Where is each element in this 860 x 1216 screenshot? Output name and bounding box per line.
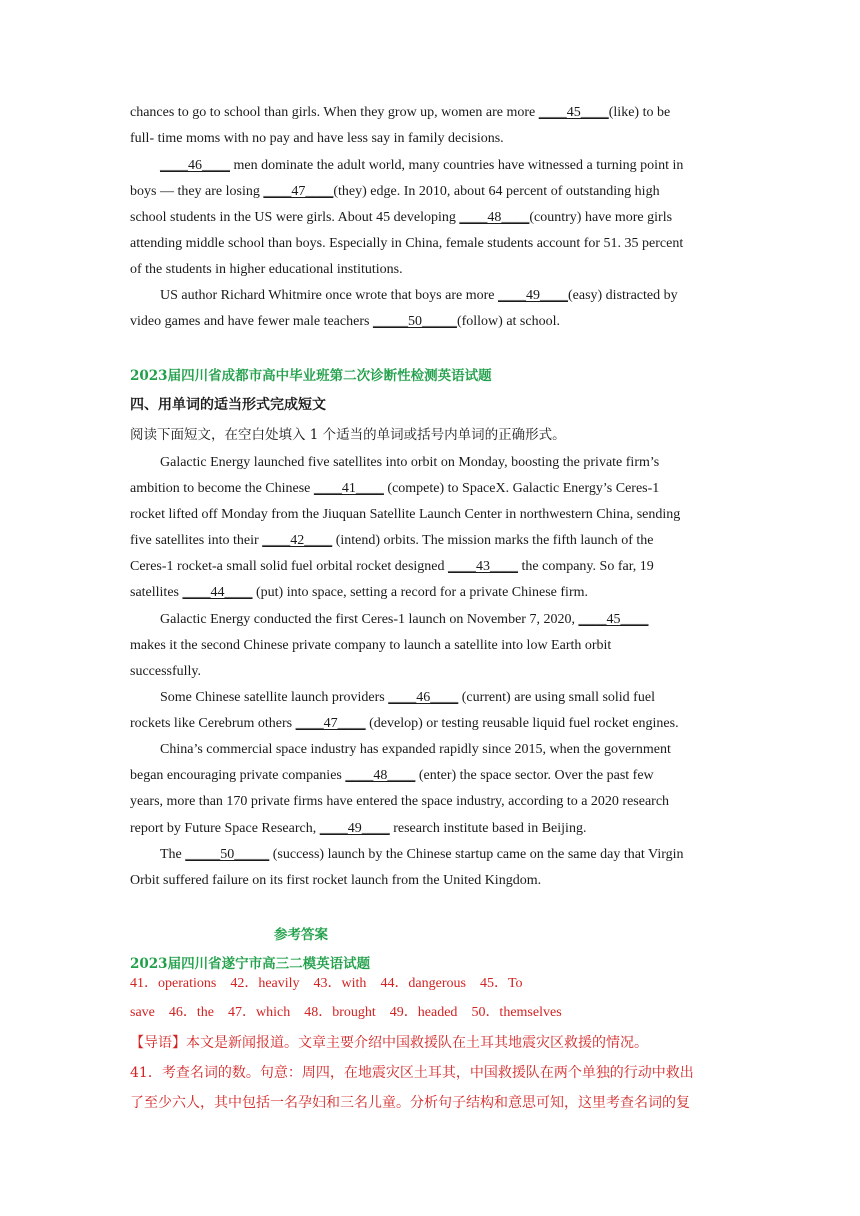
text: (compete) to SpaceX. Galactic Energy’s Ceres-1	[383, 481, 660, 496]
text: Ceres-1 rocket-a small solid fuel orbital rocket designed	[130, 559, 449, 574]
blank-46: ____46____	[160, 158, 230, 173]
passage-line	[160, 845, 730, 865]
answer-45: 45．To	[479, 976, 523, 991]
blank-41: ____41____	[313, 481, 384, 496]
answer-46: 46．the	[168, 1005, 214, 1020]
text: Galactic Energy conducted the first Ceres-1 launch on November 7, 2020,	[160, 612, 579, 627]
passage-line	[130, 819, 730, 839]
passage-line: rocket lifted off Monday from the Jiuquan Satellite Launch Center in northwestern China, sending	[130, 507, 681, 522]
blank-44: ____44____	[182, 585, 253, 600]
text: (follow) at school.	[456, 314, 560, 329]
text: video games and have fewer male teachers	[130, 314, 373, 329]
text: (current) are using small solid fuel	[458, 690, 655, 705]
text: (easy) distracted by	[567, 288, 678, 303]
blank-45: ____45____	[538, 105, 609, 120]
text: ambition to become the Chinese	[130, 481, 314, 496]
passage-line: makes it the second Chinese private company to launch a satellite into low Earth orbit	[130, 638, 612, 653]
blank-48: ____48____	[345, 768, 416, 783]
passage-line: Orbit suffered failure on its first rocket launch from the United Kingdom.	[130, 873, 542, 888]
passage-line: of the students in higher educational institutions.	[130, 262, 403, 277]
explanation-41: 41．考查名词的数。句意：周四，在地震灾区土耳其，中国救援队在两个单独的行动中救出	[130, 1065, 694, 1081]
text: (they) edge. In 2010, about 64 percent of outstanding high	[333, 184, 660, 199]
passage-line	[160, 286, 730, 306]
answer-42: 42．heavily	[230, 976, 300, 991]
passage-line: years, more than 170 private firms have entered the space industry, according to a 2020 research	[130, 794, 670, 809]
passage-line	[130, 103, 730, 123]
passage-line: full- time moms with no pay and have less say in family decisions.	[130, 131, 504, 146]
passage-line	[130, 583, 730, 603]
text: chances to go to school than girls. When they grow up, women are more	[130, 105, 539, 120]
text: (country) have more girls	[529, 210, 673, 225]
guide-text: 【导语】本文是新闻报道。文章主要介绍中国救援队在土耳其地震灾区救援的情况。	[130, 1035, 648, 1051]
text: (like) to be	[608, 105, 671, 120]
passage-line: China’s commercial space industry has expanded rapidly since 2015, when the government	[160, 742, 671, 757]
answer-48: 48．brought	[304, 1005, 376, 1020]
instruction: 阅读下面短文，在空白处填入 1 个适当的单词或括号内单词的正确形式。	[130, 427, 566, 443]
passage-line: Galactic Energy launched five satellites into orbit on Monday, boosting the private firm’s	[160, 455, 660, 470]
passage-line	[130, 312, 730, 332]
text: (success) launch by the Chinese startup came on the same day that Virgin	[269, 847, 684, 862]
text: men dominate the adult world, many countries have witnessed a turning point in	[230, 158, 684, 173]
text: (develop) or testing reusable liquid fuel rocket engines.	[365, 716, 679, 731]
answer-45-cont: save	[130, 1005, 155, 1020]
blank-43: ____43____	[448, 559, 519, 574]
answer-43: 43．with	[313, 976, 367, 991]
answer-row	[130, 1003, 730, 1023]
text: The	[160, 847, 186, 862]
passage-line	[160, 610, 730, 630]
text: began encouraging private companies	[130, 768, 346, 783]
text: rockets like Cerebrum others	[130, 716, 296, 731]
passage-line	[130, 208, 730, 228]
passage-line	[130, 714, 730, 734]
answer-41: 41．operations	[130, 976, 217, 991]
passage-line	[160, 156, 730, 176]
answer-row	[130, 974, 730, 994]
section-heading: 四、用单词的适当形式完成短文	[130, 397, 326, 413]
passage-line	[130, 531, 730, 551]
passage-line	[130, 766, 730, 786]
text: Some Chinese satellite launch providers	[160, 690, 389, 705]
text: five satellites into their	[130, 533, 263, 548]
blank-46: ____46____	[388, 690, 459, 705]
blank-47: ____47____	[263, 184, 334, 199]
blank-50: _____50_____	[372, 314, 457, 329]
explanation-41: 了至少六人，其中包括一名孕妇和三名儿童。分析句子结构和意思可知，这里考查名词的复	[130, 1095, 690, 1111]
text: the company. So far, 19	[518, 559, 654, 574]
blank-47: ____47____	[295, 716, 366, 731]
answer-47: 47．which	[228, 1005, 291, 1020]
answers-exam-title: 2023届四川省遂宁市高三二模英语试题	[130, 956, 371, 972]
text: boys — they are losing	[130, 184, 264, 199]
text: satellites	[130, 585, 183, 600]
text: research institute based in Beijing.	[389, 821, 587, 836]
passage-line	[130, 182, 730, 202]
text: report by Future Space Research,	[130, 821, 320, 836]
answer-44: 44．dangerous	[380, 976, 466, 991]
text: (intend) orbits. The mission marks the fifth launch of the	[332, 533, 654, 548]
text: US author Richard Whitmire once wrote that boys are more	[160, 288, 498, 303]
blank-42: ____42____	[262, 533, 333, 548]
text: (put) into space, setting a record for a private Chinese firm.	[252, 585, 588, 600]
text: (enter) the space sector. Over the past few	[415, 768, 654, 783]
blank-50: _____50_____	[185, 847, 270, 862]
passage-line	[130, 479, 730, 499]
passage-line: attending middle school than boys. Especially in China, female students account for 51. 35 percent	[130, 236, 684, 251]
answers-title: 参考答案	[274, 927, 328, 943]
passage-line	[160, 688, 730, 708]
passage-line	[130, 557, 730, 577]
blank-49: ____49____	[319, 821, 390, 836]
answer-50: 50．themselves	[471, 1005, 562, 1020]
answer-49: 49．headed	[389, 1005, 458, 1020]
text: school students in the US were girls. About 45 developing	[130, 210, 460, 225]
blank-48: ____48____	[459, 210, 530, 225]
blank-45: ____45____	[578, 612, 649, 627]
passage-line: successfully.	[130, 664, 202, 679]
exam-title: 2023届四川省成都市高中毕业班第二次诊断性检测英语试题	[130, 368, 492, 384]
blank-49: ____49____	[497, 288, 568, 303]
